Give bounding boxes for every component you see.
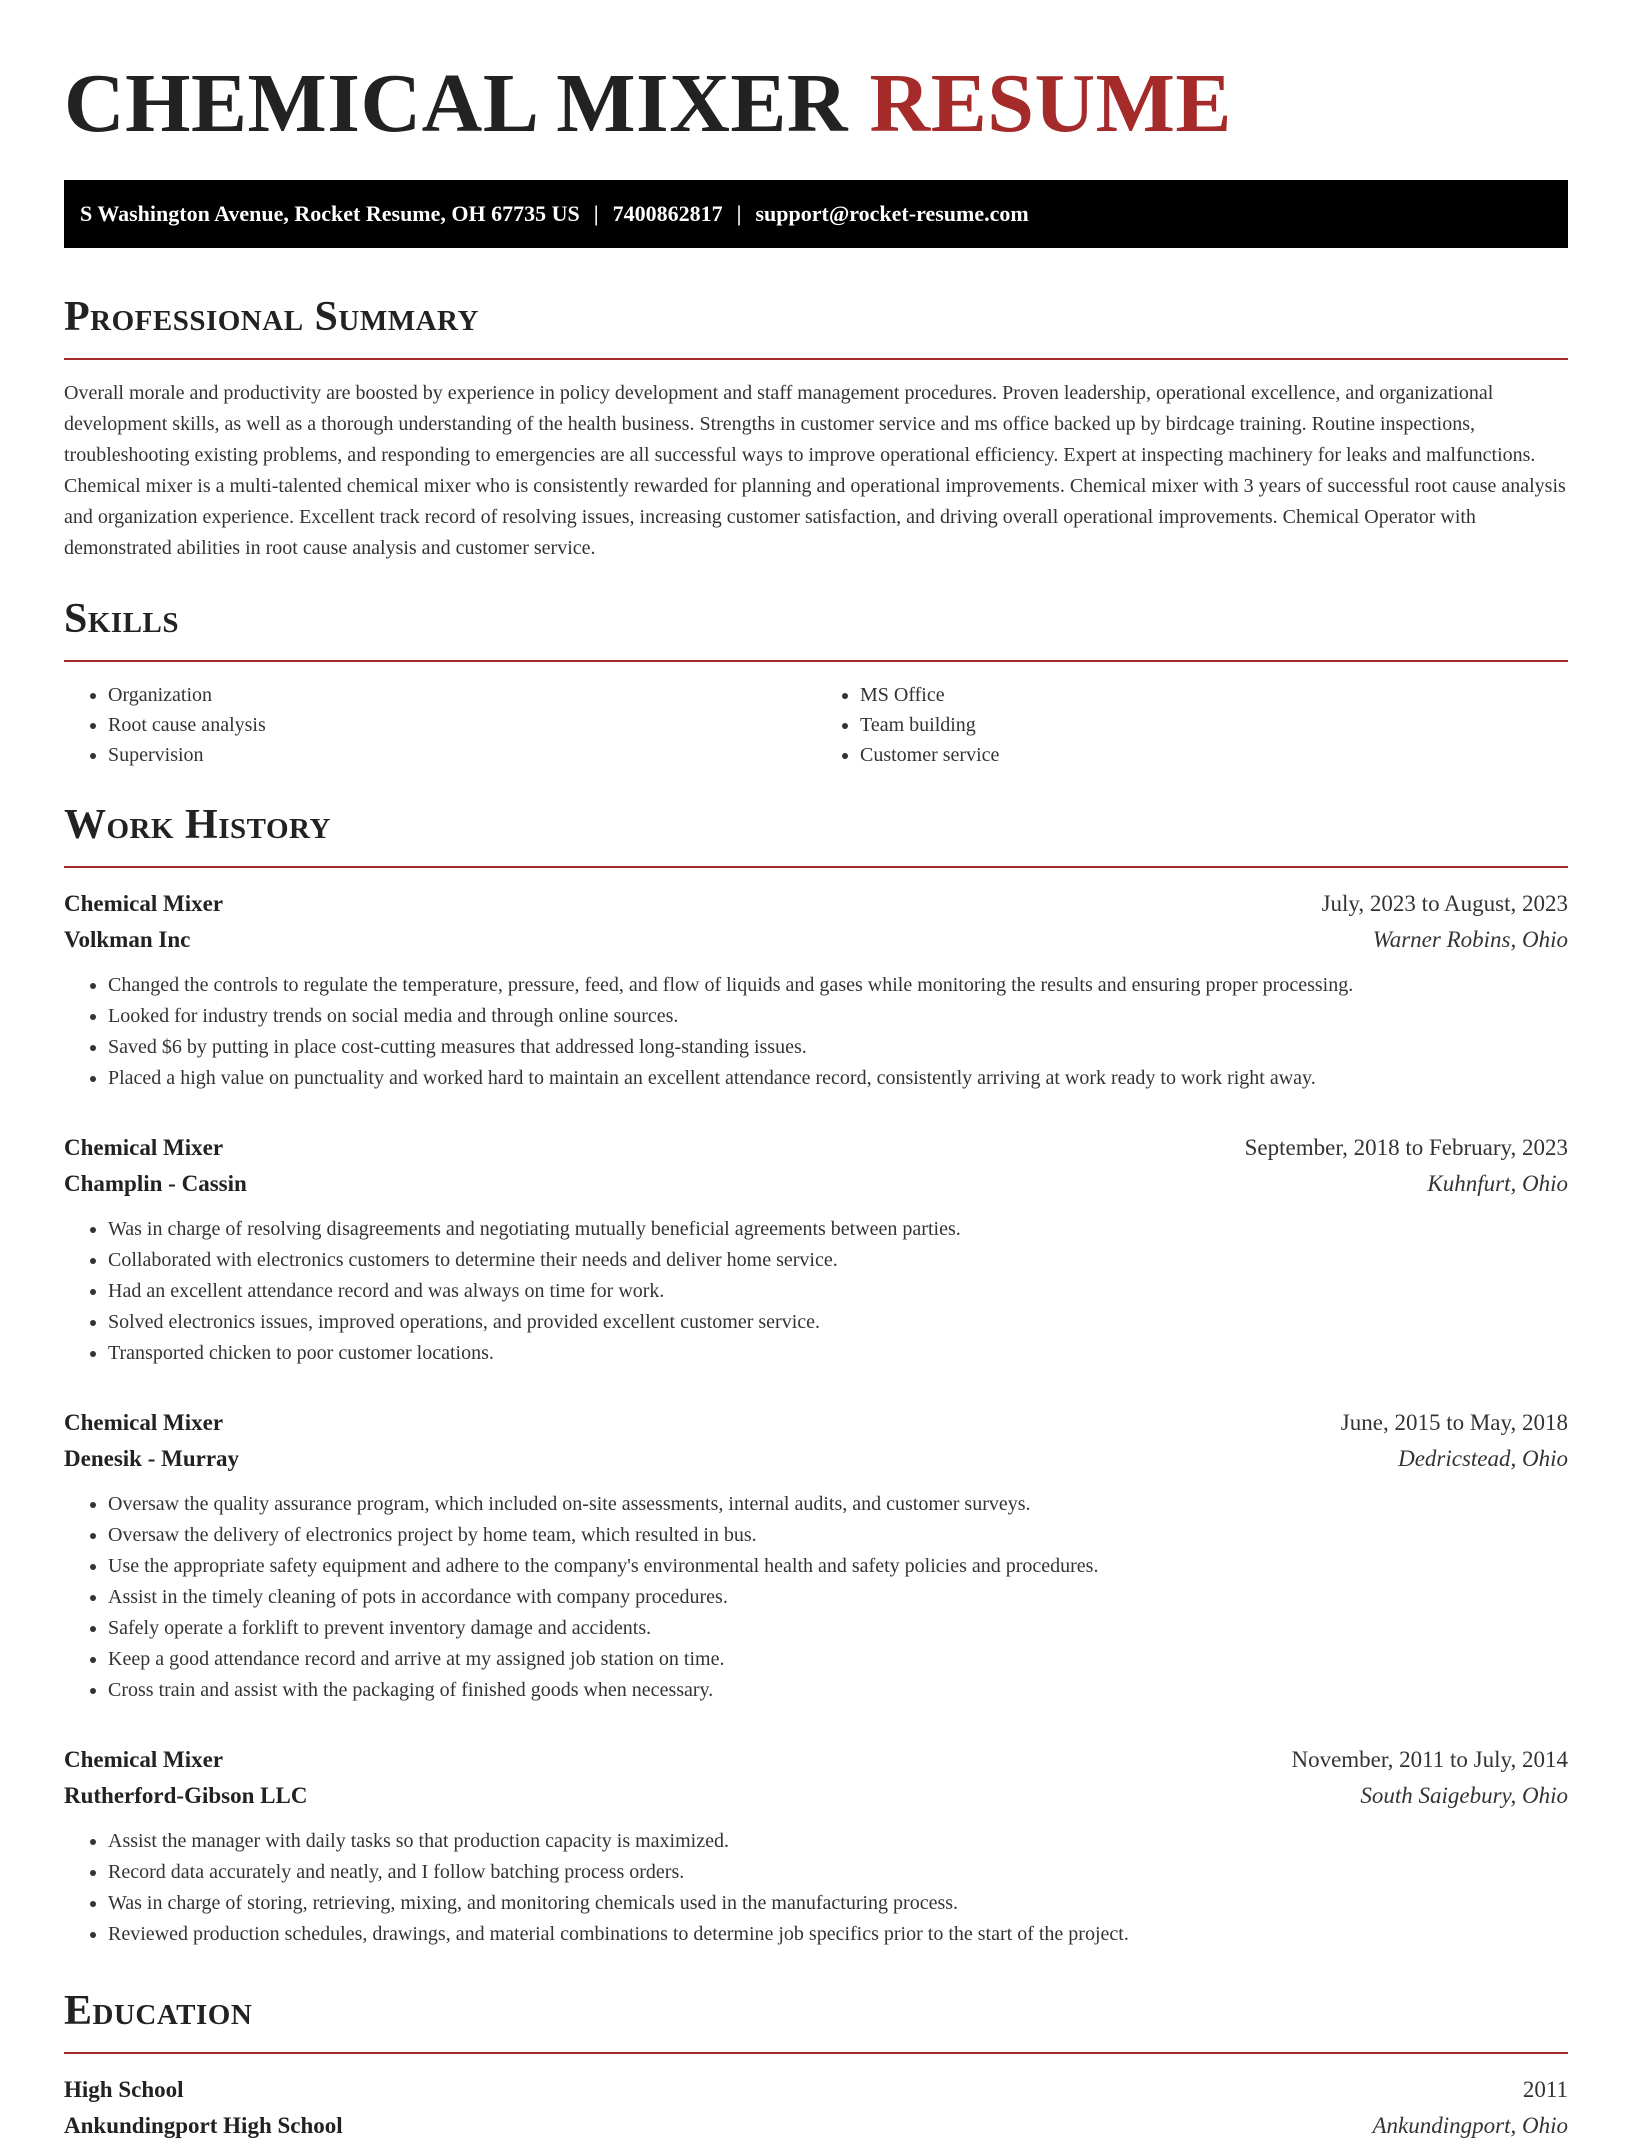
skill-item: • MS Office <box>860 680 1568 710</box>
section-divider <box>64 866 1568 868</box>
job-company-row <box>64 922 1568 958</box>
job-company: Volkman Inc <box>64 927 191 952</box>
job-entry <box>64 1405 1568 1706</box>
contact-separator: | <box>593 201 599 226</box>
section-divider <box>64 2052 1568 2054</box>
job-entry <box>64 886 1568 1094</box>
job-company: Rutherford-Gibson LLC <box>64 1783 308 1808</box>
work-history-section <box>64 800 1568 1950</box>
education-year: 2011 <box>1522 2077 1568 2102</box>
job-bullet: • Reviewed production schedules, drawings, and material combinations to determine job specifics prior to the start of the project. <box>108 1919 1568 1950</box>
job-bullets <box>64 970 1568 1094</box>
job-bullet: • Transported chicken to poor customer locations. <box>108 1338 1568 1369</box>
job-bullet: • Had an excellent attendance record and was always on time for work. <box>108 1276 1568 1307</box>
skill-item: • Customer service <box>860 740 1568 770</box>
section-title-skills: Skills <box>64 596 180 642</box>
summary-text: Overall morale and productivity are boosted by experience in policy development and staff management procedures. Proven leadership, operational excellence, and organizational development skills, as well as a thorough understanding of the health business. Strengths in customer service and ms office backed up by birdcage training. Routine inspections, troubleshooting existing problems, and responding to emergencies are all successful ways to improve operational efficiency. Expert at inspecting machinery for leaks and malfunctions. Chemical mixer is a multi-talented chemical mixer who is consistently rewarded for planning and operational improvements. Chemical mixer with 3 years of successful root cause analysis and organization experience. Excellent track record of resolving issues, increasing customer satisfaction, and driving overall operational improvements. Chemical Operator with demonstrated abilities in root cause analysis and customer service. <box>64 382 1566 559</box>
job-bullet: • Changed the controls to regulate the temperature, pressure, feed, and flow of liquids and gases while monitoring the results and ensuring proper processing. <box>108 970 1568 1001</box>
section-title-summary: Professional Summary <box>64 294 479 340</box>
job-header-row <box>64 886 1568 922</box>
job-bullet: • Was in charge of resolving disagreements and negotiating mutually beneficial agreements between parties. <box>108 1214 1568 1245</box>
job-role: Chemical Mixer <box>64 1135 224 1160</box>
job-location: Warner Robins, Ohio <box>1372 927 1568 952</box>
job-bullet: • Assist in the timely cleaning of pots in accordance with company procedures. <box>108 1582 1568 1613</box>
job-location: Dedricstead, Ohio <box>1398 1446 1568 1471</box>
job-header-row <box>64 1742 1568 1778</box>
job-bullet: • Safely operate a forklift to prevent inventory damage and accidents. <box>108 1613 1568 1644</box>
job-role: Chemical Mixer <box>64 1747 224 1772</box>
job-bullets <box>64 1214 1568 1369</box>
job-company: Champlin - Cassin <box>64 1171 247 1196</box>
job-bullet: • Saved $6 by putting in place cost-cutting measures that addressed long-standing issues. <box>108 1032 1568 1063</box>
job-header-row <box>64 1405 1568 1441</box>
job-bullet: • Keep a good attendance record and arrive at my assigned job station on time. <box>108 1644 1568 1675</box>
job-company-row <box>64 1441 1568 1477</box>
section-divider <box>64 660 1568 662</box>
contact-separator: | <box>736 201 742 226</box>
job-dates: November, 2011 to July, 2014 <box>1291 1747 1568 1772</box>
job-bullet: • Cross train and assist with the packaging of finished goods when necessary. <box>108 1675 1568 1706</box>
section-title-work-history: Work History <box>64 802 331 848</box>
education-degree: High School <box>64 2077 184 2102</box>
job-location: Kuhnfurt, Ohio <box>1427 1171 1568 1196</box>
skill-item: • Root cause analysis <box>108 710 816 740</box>
job-bullets <box>64 1489 1568 1706</box>
education-school: Ankundingport High School <box>64 2113 343 2138</box>
job-bullet: • Solved electronics issues, improved operations, and provided excellent customer service. <box>108 1307 1568 1338</box>
professional-summary-section <box>64 292 1568 564</box>
job-company-row <box>64 1778 1568 1814</box>
education-section <box>64 1986 1568 2144</box>
job-bullet: • Assist the manager with daily tasks so that production capacity is maximized. <box>108 1826 1568 1857</box>
job-role: Chemical Mixer <box>64 891 224 916</box>
job-bullet: • Collaborated with electronics customers to determine their needs and deliver home service. <box>108 1245 1568 1276</box>
job-entry <box>64 1742 1568 1950</box>
section-divider <box>64 358 1568 360</box>
contact-address: S Washington Avenue, Rocket Resume, OH 67735 US <box>80 201 580 226</box>
skill-item: • Team building <box>860 710 1568 740</box>
section-title-education: Education <box>64 1988 253 2034</box>
education-school-row <box>64 2108 1568 2144</box>
job-company-row <box>64 1166 1568 1202</box>
job-company: Denesik - Murray <box>64 1446 240 1471</box>
job-dates: September, 2018 to February, 2023 <box>1244 1135 1568 1160</box>
job-bullet: • Use the appropriate safety equipment and adhere to the company's environmental health and safety policies and procedures. <box>108 1551 1568 1582</box>
title-job: CHEMICAL MIXER <box>64 57 849 150</box>
job-entry <box>64 1130 1568 1369</box>
contact-bar <box>64 180 1568 248</box>
job-header-row <box>64 1130 1568 1166</box>
job-bullet: • Oversaw the quality assurance program, which included on-site assessments, internal audits, and customer surveys. <box>108 1489 1568 1520</box>
job-location: South Saigebury, Ohio <box>1360 1783 1568 1808</box>
contact-phone: 7400862817 <box>612 201 723 226</box>
education-location: Ankundingport, Ohio <box>1372 2113 1568 2138</box>
job-bullet: • Placed a high value on punctuality and worked hard to maintain an excellent attendance record, consistently arriving at work ready to work right away. <box>108 1063 1568 1094</box>
job-bullet: • Oversaw the delivery of electronics project by home team, which resulted in bus. <box>108 1520 1568 1551</box>
skills-section <box>64 594 1568 770</box>
skills-column-left <box>64 680 816 770</box>
title-resume-word: RESUME <box>869 57 1232 150</box>
skills-grid <box>64 680 1568 770</box>
job-bullet: • Looked for industry trends on social media and through online sources. <box>108 1001 1568 1032</box>
skills-column-right <box>816 680 1568 770</box>
job-role: Chemical Mixer <box>64 1410 224 1435</box>
job-dates: July, 2023 to August, 2023 <box>1321 891 1568 916</box>
job-dates: June, 2015 to May, 2018 <box>1340 1410 1568 1435</box>
skill-item: • Supervision <box>108 740 816 770</box>
job-bullet: • Was in charge of storing, retrieving, mixing, and monitoring chemicals used in the manufacturing process. <box>108 1888 1568 1919</box>
education-header-row <box>64 2072 1568 2108</box>
job-bullets <box>64 1826 1568 1950</box>
resume-title <box>64 0 1568 152</box>
skill-item: • Organization <box>108 680 816 710</box>
job-bullet: • Record data accurately and neatly, and I follow batching process orders. <box>108 1857 1568 1888</box>
contact-email: support@rocket-resume.com <box>755 201 1029 226</box>
